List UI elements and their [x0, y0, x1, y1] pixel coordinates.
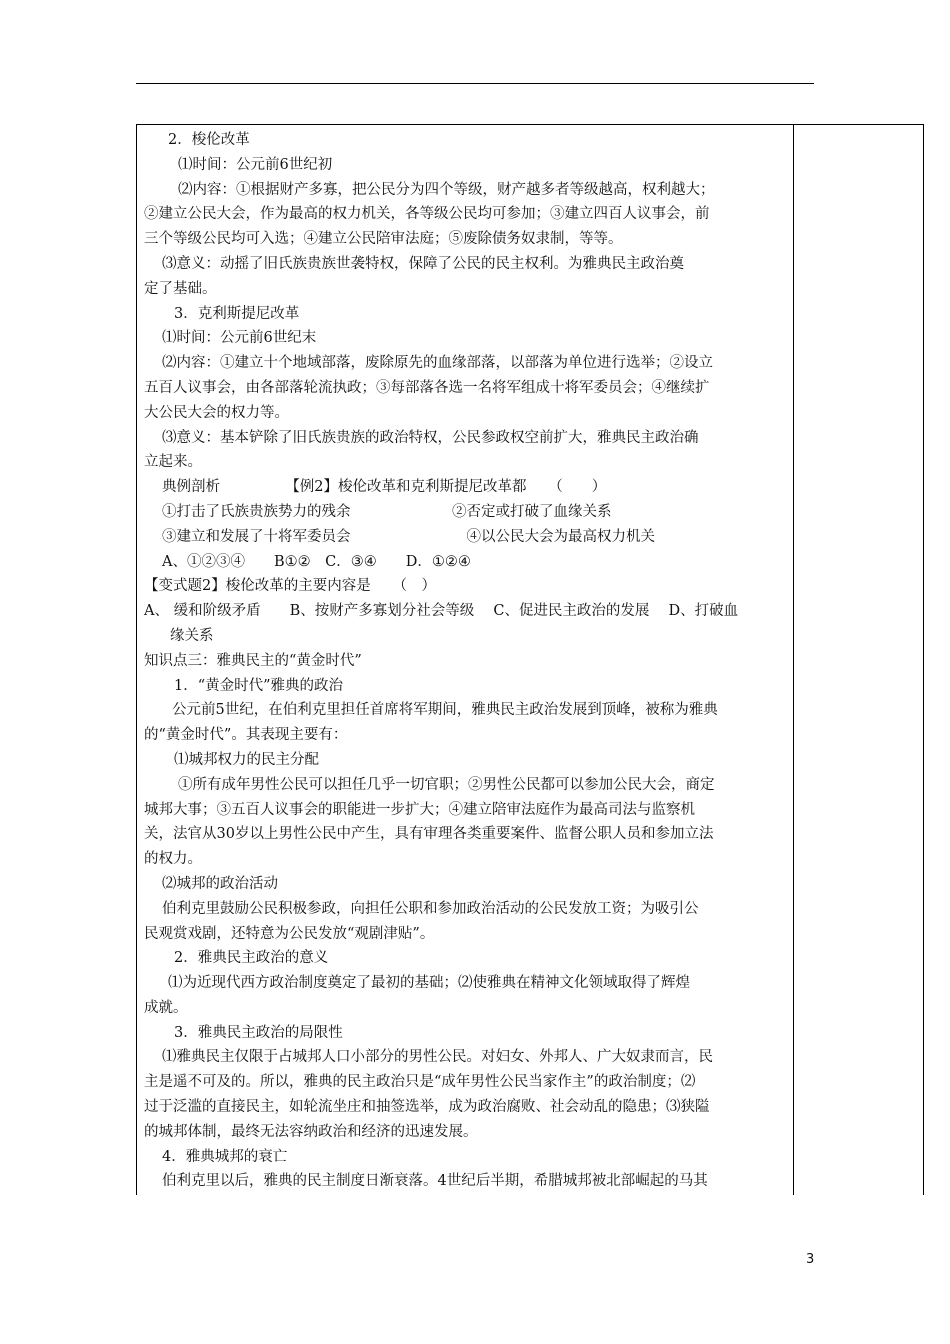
table-column-divider [793, 124, 794, 1195]
text-line: 【变式题2】梭伦改革的主要内容是 （ ） [144, 578, 436, 595]
text-line: 1．“黄金时代”雅典的政治 [174, 677, 344, 694]
text-line: 的城邦体制，最终无法容纳政治和经济的迅速发展。 [144, 1123, 478, 1140]
text-line: 伯利克里以后，雅典的民主制度日渐衰落。4世纪后半期，希腊城邦被北部崛起的马其 [162, 1173, 708, 1190]
text-line: 民观赏戏剧，还特意为公民发放“观剧津贴”。 [144, 925, 435, 942]
text-line: 大公民大会的权力等。 [144, 404, 289, 421]
text-line: ⑴雅典民主仅限于占城邦人口小部分的男性公民。对妇女、外邦人、广大奴隶而言，民 [162, 1049, 713, 1066]
text-line: ⑵城邦的政治活动 [162, 875, 278, 892]
text-line: ⑴为近现代西方政治制度奠定了最初的基础；⑵使雅典在精神文化领域取得了辉煌 [168, 975, 690, 992]
text-line: 公元前5世纪，在伯利克里担任首席将军期间，雅典民主政治发展到顶峰，被称为雅典 [172, 702, 718, 719]
text-line: 关，法官从30岁以上男性公民中产生，具有审理各类重要案件、监督公职人员和参加立法 [144, 826, 714, 843]
text-line: ⑴城邦权力的民主分配 [174, 751, 319, 768]
text-line: 2．雅典民主政治的意义 [174, 950, 329, 967]
text-line: ②建立公民大会，作为最高的权力机关，各等级公民均可参加；③建立四百人议事会，前 [144, 206, 710, 223]
text-line: ③建立和发展了十将军委员会 ④以公民大会为最高权力机关 [162, 528, 655, 545]
lesson-content [144, 128, 789, 1194]
text-line: 立起来。 [144, 454, 202, 471]
text-line: 3．雅典民主政治的局限性 [174, 1024, 343, 1041]
text-line: 城邦大事；③五百人议事会的职能进一步扩大；④建立陪审法庭作为最高司法与监察机 [144, 801, 695, 818]
text-line: A、①②③④ B①② C．③④ D．①②④ [162, 553, 471, 570]
text-line: ⑶意义：动摇了旧氏族贵族世袭特权，保障了公民的民主权利。为雅典民主政治奠 [162, 255, 684, 272]
text-line: ⑶意义：基本铲除了旧氏族贵族的政治特权，公民参政权空前扩大，雅典民主政治确 [162, 429, 699, 446]
text-line: ⑵内容：①根据财产多寡，把公民分为四个等级，财产越多者等级越高，权利越大； [178, 181, 715, 198]
page-number: 3 [806, 1252, 815, 1267]
text-line: ⑴时间：公元前6世纪末 [162, 330, 317, 347]
text-line: 五百人议事会，由各部落轮流执政；③每部落各选一名将军组成十将军委员会；④继续扩 [144, 379, 710, 396]
text-line: 三个等级公民均可入选；④建立公民陪审法庭；⑤废除债务奴隶制，等等。 [144, 231, 623, 248]
text-line: 定了基础。 [144, 280, 217, 297]
text-line: ①所有成年男性公民可以担任几乎一切官职；②男性公民都可以参加公民大会，商定 [178, 776, 715, 793]
text-line: 知识点三：雅典民主的“黄金时代” [144, 652, 362, 669]
text-line: ⑴时间：公元前6世纪初 [178, 156, 333, 173]
text-line: 3．克利斯提尼改革 [174, 305, 300, 322]
text-line: ⑵内容：①建立十个地域部落，废除原先的血缘部落，以部落为单位进行选举；②设立 [162, 355, 713, 372]
text-line: 主是遥不可及的。所以，雅典的民主政治只是“成年男性公民当家作主”的政治制度；⑵ [144, 1074, 696, 1091]
text-line: 过于泛滥的直接民主，如轮流坐庄和抽签选举，成为政治腐败、社会动乱的隐患；⑶狭隘 [144, 1099, 710, 1116]
text-line: 典例剖析 【例2】梭伦改革和克利斯提尼改革都 （ ） [162, 479, 607, 496]
header-rule [136, 83, 814, 84]
text-line: ①打击了氏族贵族势力的残余 ②否定或打破了血缘关系 [162, 503, 612, 520]
text-line: 缘关系 [170, 627, 214, 644]
text-line: A、 缓和阶级矛盾 B、按财产多寡划分社会等级 C、促进民主政治的发展 D、打破血 [144, 603, 739, 620]
text-line: 的权力。 [144, 851, 202, 868]
text-line: 伯利克里鼓励公民积极参政，向担任公职和参加政治活动的公民发放工资；为吸引公 [162, 900, 699, 917]
text-line: 4．雅典城邦的衰亡 [162, 1148, 288, 1165]
text-line: 成就。 [144, 999, 188, 1016]
text-line: 的“黄金时代”。其表现主要有： [144, 727, 348, 744]
text-line: 2．梭伦改革 [168, 132, 250, 148]
